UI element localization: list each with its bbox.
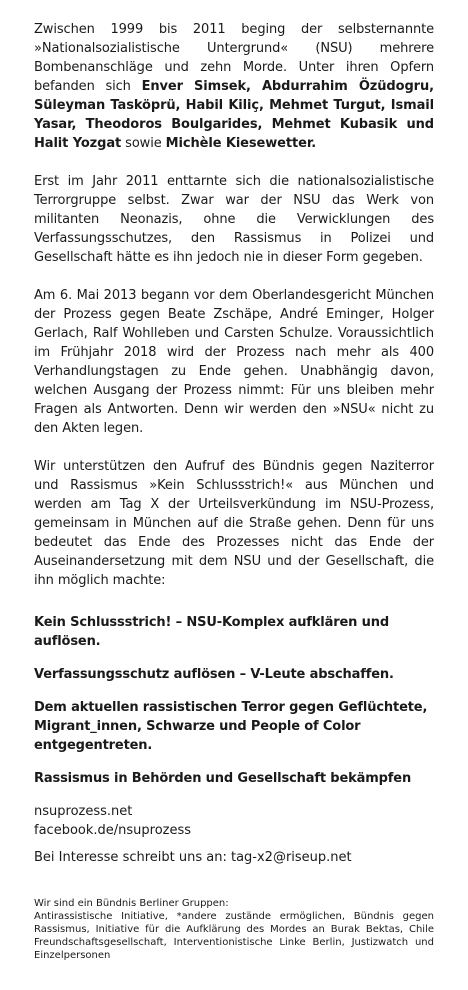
victims-list: Enver Simsek, Abdurrahim Özüdogru, Süleyman Tasköprü, Habil Kiliç, Mehmet Turgut, Ismail Yasar, Theodoros Boulgarides, Mehmet Kubasik und Halit Yozgat [34,79,434,151]
footer-heading: Wir sind ein Bündnis Berliner Gruppen: [34,898,229,909]
facebook-link[interactable]: facebook.de/nsuprozess [34,823,192,838]
demands-list [34,613,434,788]
contact-email[interactable]: Bei Interesse schreibt uns an: tag-x2@riseup.net [34,850,352,865]
alliance-footer [34,897,434,962]
paragraph-spacer [34,267,434,286]
paragraph-spacer [34,153,434,172]
demand-item: Dem aktuellen rassistischen Terror gegen Geflüchtete, Migrant_innen, Schwarze und People of Color entgegentreten. [34,700,428,753]
paragraph-spacer [34,438,434,457]
demand-item: Verfassungsschutz auflösen – V-Leute abschaffen. [34,667,394,682]
paragraph-call: Wir unterstützen den Aufruf des Bündnis gegen Naziterror und Rassismus »Kein Schlussstrich!« aus München und werden am Tag X der Urteilsverkündung im NSU-Prozess, gemeinsam in München auf die Straße gehen. Denn für uns bedeutet das Ende des Prozesses nicht das Ende der Auseinandersetzung mit dem NSU und der Gesellschaft, die ihn möglich machte: [34,459,434,588]
paragraph-unmasking: Erst im Jahr 2011 enttarnte sich die nationalsozialistische Terrorgruppe selbst. Zwar war der NSU das Werk von militanten Neonazis, ohne die Verwicklungen des Verfassungsschutzes, den Rassismus in Polizei und Gesellschaft hätte es ihn jedoch nie in dieser Form gegeben. [34,174,434,265]
intro-paragraph [34,20,434,153]
demand-item: Rassismus in Behörden und Gesellschaft bekämpfen [34,771,412,786]
intro-conjunction: sowie [121,136,166,151]
website-link[interactable]: nsuprozess.net [34,804,133,819]
victim-last: Michèle Kiesewetter. [165,136,317,151]
footer-groups: Antirassistische Initiative, *andere zustände ermöglichen, Bündnis gegen Rassismus, Initiative für die Aufklärung des Mordes an Burak Bektas, Chile Freundschaftsgesellschaft, Interventionistische Linke Berlin, Justizwatch und Einzelpersonen [34,911,434,961]
demand-item: Kein Schlussstrich! – NSU-Komplex aufklären und auflösen. [34,615,390,649]
intro-lead: Zwischen 1999 bis 2011 beging der selbsternannte »Nationalsozialistische Untergrund« (NSU) mehrere Bombenanschläge und zehn Morde. Unter ihren Opfern befanden sich [34,22,434,94]
paragraph-trial: Am 6. Mai 2013 begann vor dem Oberlandesgericht München der Prozess gegen Beate Zschäpe, André Eminger, Holger Gerlach, Ralf Wohlleben und Carsten Schulze. Voraussichtlich im Frühjahr 2018 wird der Prozess nach mehr als 400 Verhandlungstagen zu Ende gehen. Unabhängig davon, welchen Ausgang der Prozess nimmt: Für uns bleiben mehr Fragen als Antworten. Denn wir werden den »NSU« nicht zu den Akten legen. [34,288,434,436]
contact-block [34,802,434,867]
